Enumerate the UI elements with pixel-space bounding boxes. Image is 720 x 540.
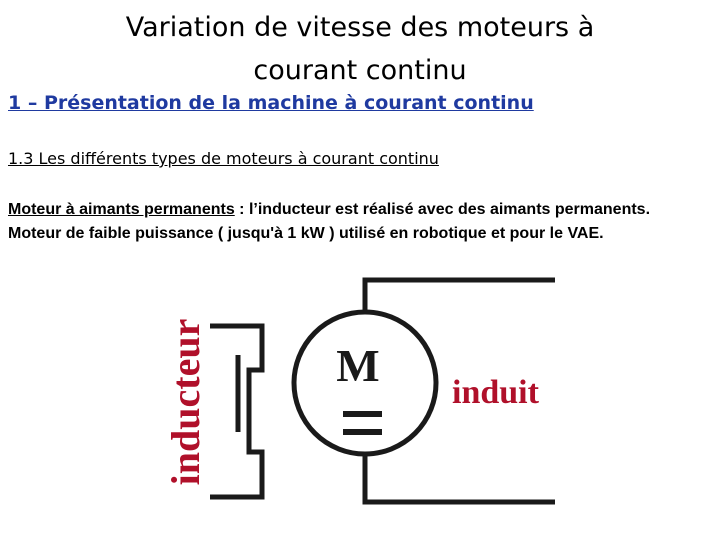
armature-lead-top bbox=[365, 280, 555, 312]
description-paragraph bbox=[8, 198, 698, 246]
section-subheading: 1.3 Les différents types de moteurs à courant continu bbox=[8, 149, 439, 168]
title-line-1: Variation de vitesse des moteurs à bbox=[125, 12, 595, 43]
paragraph-lead: Moteur à aimants permanents bbox=[8, 201, 235, 218]
inducteur-label: inducteur bbox=[163, 318, 209, 486]
motor-symbol: M bbox=[336, 340, 380, 391]
slide-title bbox=[0, 6, 720, 92]
induit-label: induit bbox=[452, 374, 539, 411]
motor-diagram bbox=[150, 270, 570, 520]
armature-lead-bottom bbox=[365, 454, 555, 502]
paragraph-text: : l’inducteur est réalisé avec des aimants permanents. Moteur de faible puissance ( jusqu'à 1 kW ) utilisé en robotique et pour le VAE. bbox=[8, 201, 651, 242]
title-line-2: courant continu bbox=[253, 55, 467, 86]
section-heading: 1 – Présentation de la machine à courant continu bbox=[8, 92, 534, 114]
